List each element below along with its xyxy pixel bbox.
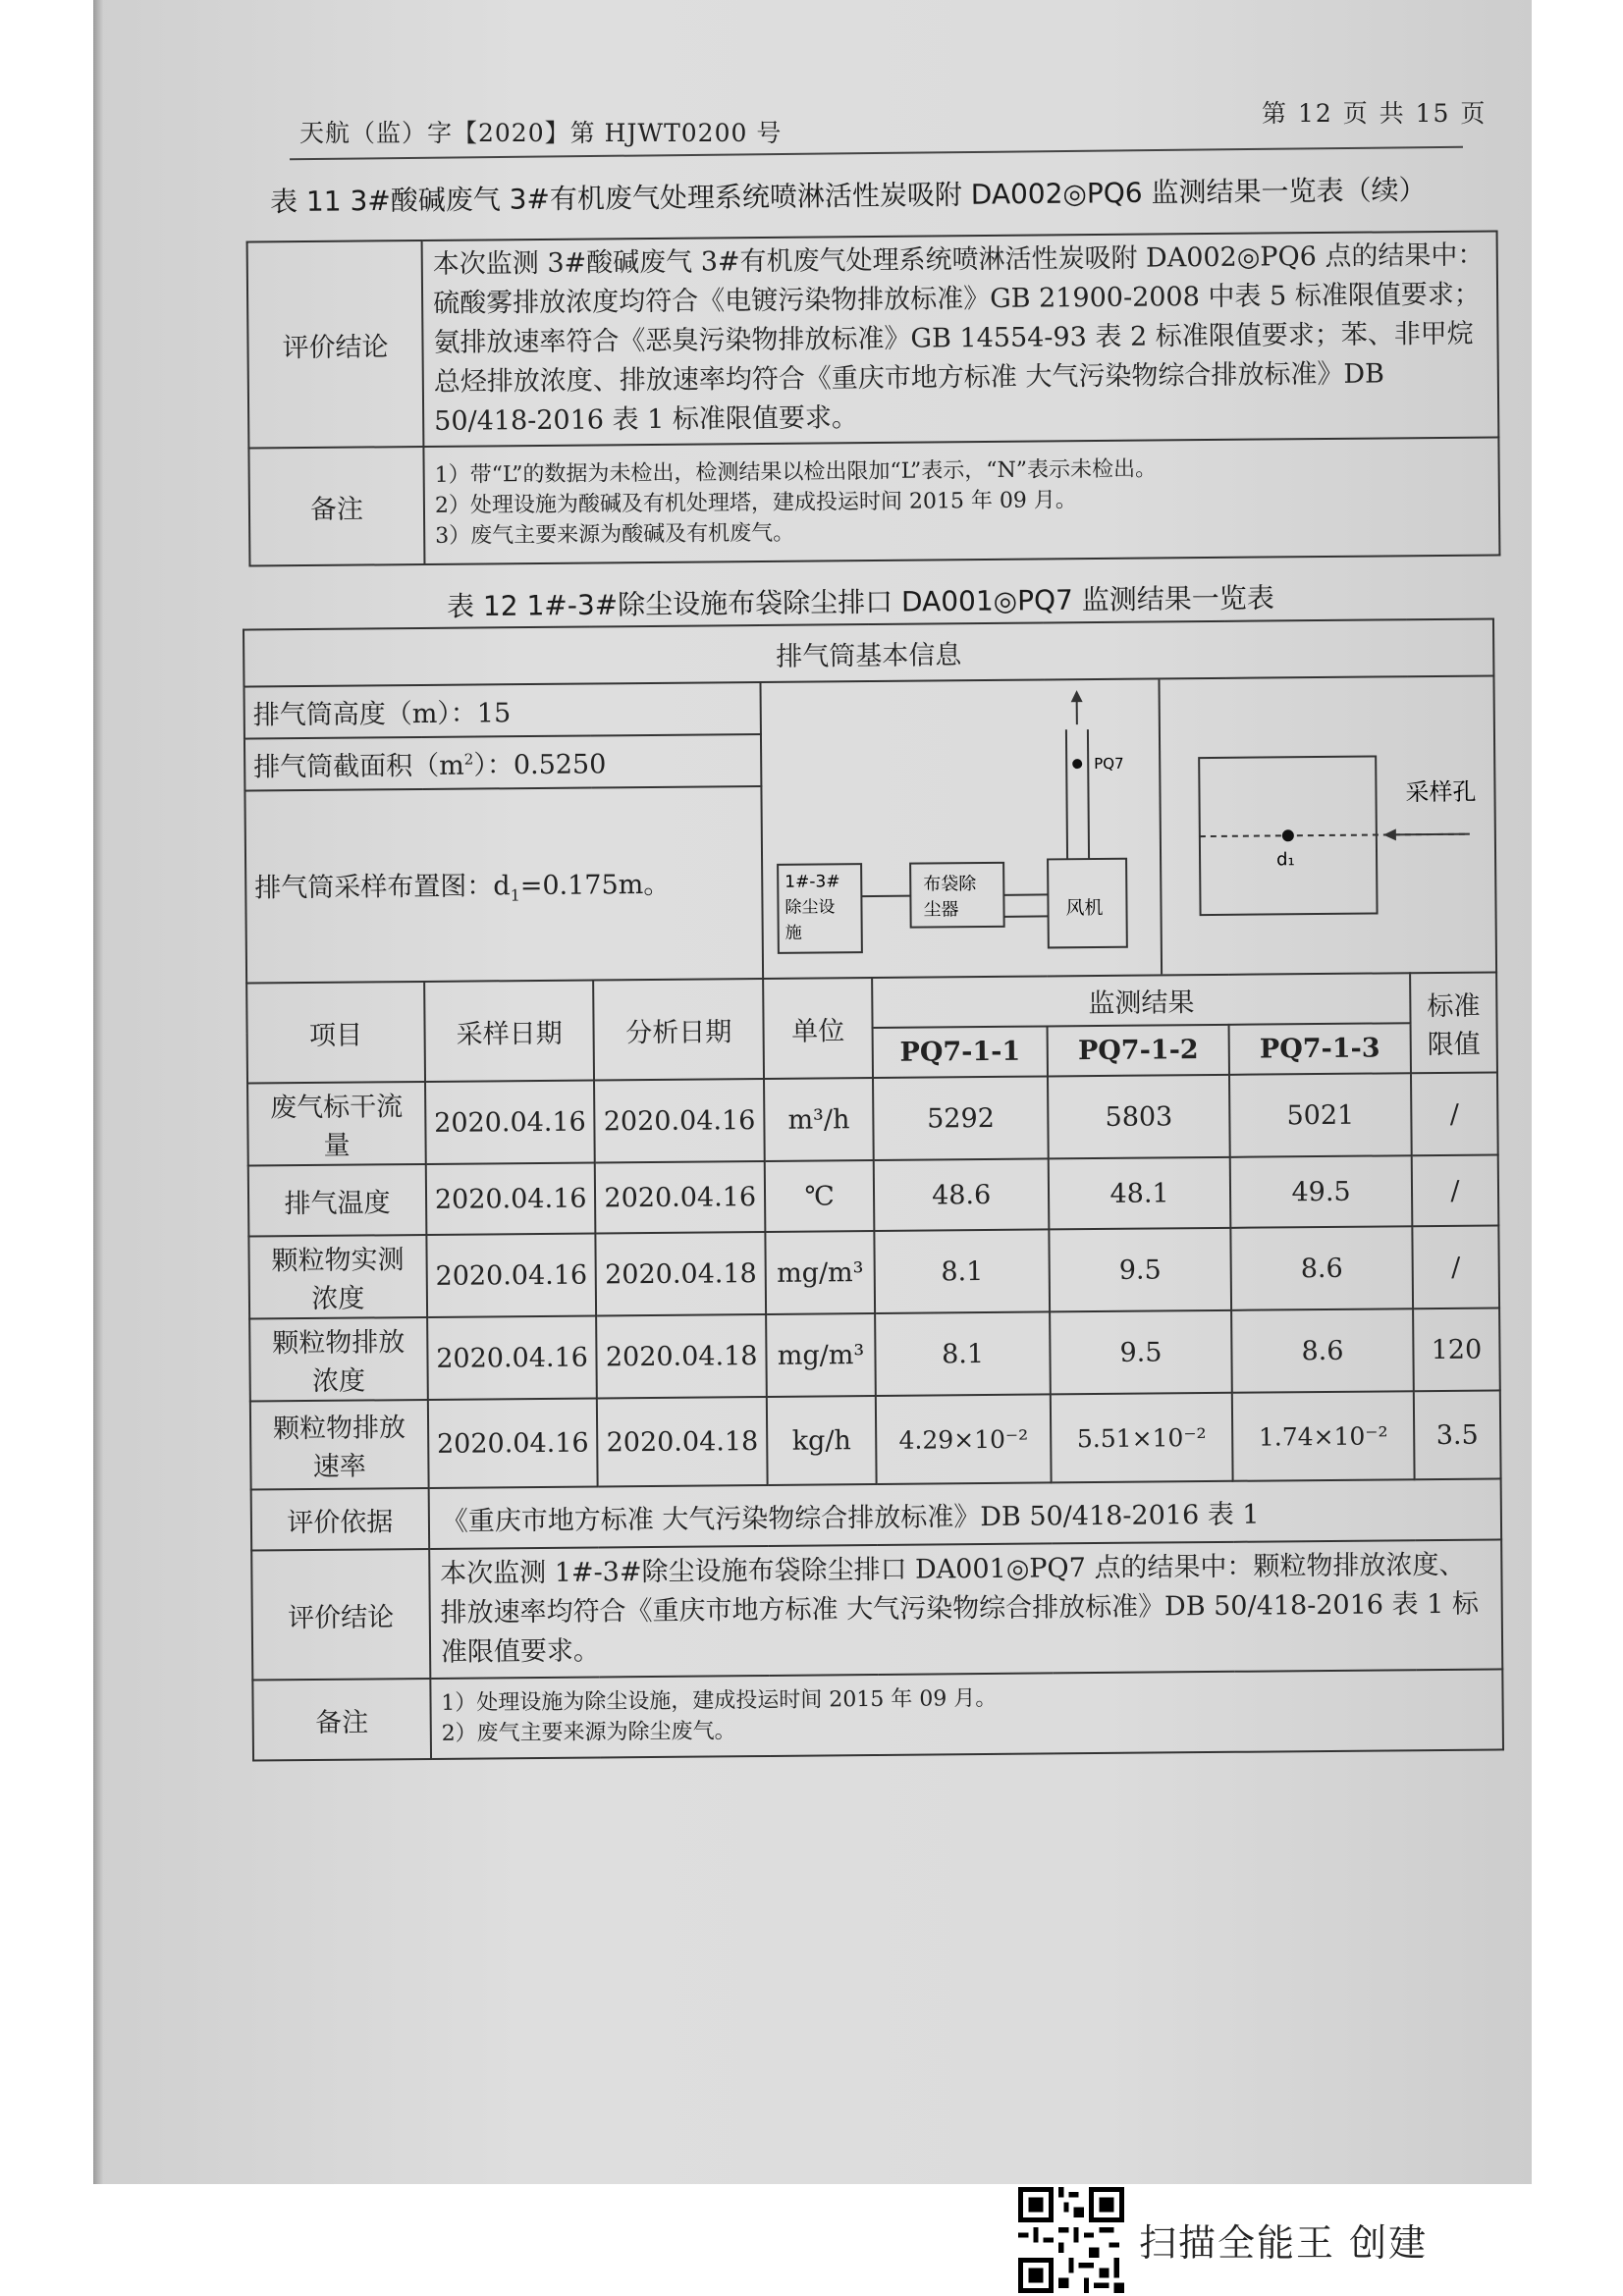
row-value: 8.1 (875, 1311, 1051, 1396)
qr-code-icon (1018, 2187, 1124, 2293)
header-sample-date: 采样日期 (424, 980, 594, 1082)
row-item: 颗粒物实测浓度 (248, 1235, 427, 1319)
row-unit: m³/h (764, 1078, 874, 1161)
header-analysis-date: 分析日期 (594, 979, 764, 1081)
row-value: 9.5 (1050, 1310, 1232, 1395)
row-limit: 120 (1413, 1308, 1500, 1391)
row-value: 8.6 (1231, 1308, 1414, 1393)
row-item: 颗粒物排放浓度 (249, 1317, 428, 1402)
table11-remarks-label: 备注 (248, 447, 424, 566)
row-item: 废气标干流量 (247, 1082, 426, 1166)
stack-height: 排气筒高度（m）：15 (244, 682, 761, 739)
d1-label: d₁ (1275, 849, 1295, 871)
basis-text: 《重庆市地方标准 大气污染物综合排放标准》DB 50/418-2016 表 1 (428, 1478, 1501, 1549)
row-item: 排气温度 (248, 1164, 426, 1237)
table11 (246, 230, 1501, 566)
header-point: PQ7-1-1 (873, 1026, 1048, 1078)
header-point: PQ7-1-2 (1048, 1025, 1229, 1077)
row-value: 9.5 (1049, 1228, 1231, 1312)
row-unit: ℃ (765, 1160, 875, 1232)
row-value: 5292 (873, 1076, 1049, 1160)
remark-item: 1）处理设施为除尘设施，建成投运时间 2015 年 09 月。 (441, 1685, 998, 1716)
table12-stack-height-row (244, 675, 1494, 738)
table12 (243, 617, 1504, 1761)
row-sample-date: 2020.04.16 (427, 1315, 597, 1400)
table11-conclusion-text: 本次监测 3#酸碱废气 3#有机废气处理系统喷淋活性炭吸附 DA002◎PQ6 点的结果中：硫酸雾排放浓度均符合《电镀污染物排放标准》GB 21900-2008 中表 5 标准限值要求；氨排放速率符合《恶臭污染物排放标准》GB 14554-93 表 2 标准限值要求；苯、非甲烷总烃排放浓度、排放速率均符合《重庆市地方标准 大气污染物综合排放标准》DB 50/418-2016 表 1 标准限值要求。 (422, 231, 1499, 447)
row-limit: / (1412, 1225, 1499, 1308)
layout-prefix: 排气筒采样布置图：d (254, 871, 511, 904)
row-sample-date: 2020.04.16 (426, 1162, 596, 1235)
layout-sub: 1 (510, 885, 520, 905)
basis-label: 评价依据 (251, 1488, 429, 1551)
row-sample-date: 2020.04.16 (425, 1080, 595, 1164)
table12-remarks-row (252, 1669, 1503, 1760)
table11-conclusion-label: 评价结论 (247, 240, 424, 449)
layout-suffix: =0.175m。 (519, 870, 671, 902)
remark-item: 2）废气主要来源为除尘废气。 (441, 1719, 736, 1746)
row-unit: mg/m³ (766, 1313, 876, 1397)
row-value: 49.5 (1230, 1155, 1413, 1228)
table-row (248, 1225, 1499, 1318)
row-value: 5021 (1229, 1073, 1412, 1157)
stack-area (244, 734, 761, 791)
header-point: PQ7-1-3 (1229, 1023, 1411, 1075)
row-analysis-date: 2020.04.18 (596, 1232, 766, 1316)
header-limit: 标准限值 (1410, 972, 1497, 1073)
table11-caption: 表 11 3#酸碱废气 3#有机废气处理系统喷淋活性炭吸附 DA002◎PQ6 监测结果一览表（续） (269, 173, 1427, 219)
table-row (250, 1390, 1501, 1489)
header-unit: 单位 (763, 978, 873, 1079)
box1-line2: 除尘设 (784, 897, 836, 918)
header-results: 监测结果 (872, 973, 1410, 1028)
table-row (249, 1308, 1500, 1401)
row-value: 48.6 (874, 1158, 1050, 1231)
row-item: 颗粒物排放速率 (250, 1400, 429, 1490)
table12-conclusion-row (251, 1539, 1502, 1680)
remark-item: 3）废气主要来源为酸碱及有机废气。 (435, 520, 795, 549)
box1-line3: 施 (784, 923, 802, 943)
remarks-label: 备注 (252, 1679, 431, 1761)
remarks (430, 1669, 1503, 1759)
basic-info-title: 排气筒基本信息 (243, 618, 1493, 686)
table-row (248, 1154, 1499, 1236)
sampling-diagram (760, 675, 1496, 979)
row-limit: / (1412, 1154, 1499, 1226)
stack-area-prefix: 排气筒截面积（m (253, 750, 464, 783)
row-unit: kg/h (767, 1396, 877, 1485)
row-limit: 3.5 (1414, 1390, 1501, 1479)
stack-layout-diagram (761, 676, 1495, 977)
sampling-hole-label: 采样孔 (1405, 777, 1477, 807)
row-unit: mg/m³ (765, 1231, 875, 1314)
page-indicator: 第 12 页 共 15 页 (1262, 99, 1488, 128)
row-analysis-date: 2020.04.18 (597, 1314, 767, 1399)
row-value: 1.74×10⁻² (1232, 1391, 1415, 1481)
table12-basis-row (251, 1478, 1501, 1550)
remark-item: 2）处理设施为酸碱及有机处理塔，建成投运时间 2015 年 09 月。 (434, 487, 1077, 518)
pq7-label: PQ7 (1094, 754, 1124, 774)
table11-remarks-row (248, 437, 1499, 565)
row-limit: / (1411, 1072, 1498, 1155)
box3-label: 风机 (1065, 896, 1104, 920)
box2-line1: 布袋除 (923, 874, 977, 895)
table12-caption: 表 12 1#-3#除尘设施布袋除尘排口 DA001◎PQ7 监测结果一览表 (446, 581, 1274, 623)
row-value: 5.51×10⁻² (1051, 1393, 1233, 1483)
row-value: 48.1 (1049, 1157, 1231, 1230)
box2-line2: 尘器 (923, 899, 959, 921)
table-row (247, 1072, 1498, 1165)
box1-line1: 1#-3# (784, 872, 840, 892)
row-value: 8.1 (875, 1229, 1051, 1313)
row-analysis-date: 2020.04.16 (594, 1079, 764, 1163)
row-value: 4.29×10⁻² (876, 1394, 1052, 1484)
header-item: 项目 (246, 982, 425, 1084)
conclusion-label: 评价结论 (251, 1549, 430, 1681)
stack-area-sup: 2 (463, 750, 474, 769)
sampling-layout (244, 786, 763, 983)
stack-area-suffix: ）：0.5250 (473, 749, 607, 781)
row-sample-date: 2020.04.16 (426, 1233, 596, 1317)
scanner-brand: 扫描全能王 创建 (1139, 2221, 1429, 2265)
remark-item: 1）带“L”的数据为未检出，检测结果以检出限加“L”表示，“N”表示未检出。 (434, 455, 1158, 488)
document-number: 天航（监）字【2020】第 HJWT0200 号 (299, 119, 783, 147)
row-value: 5803 (1048, 1075, 1230, 1159)
table11-remarks (423, 437, 1499, 564)
row-analysis-date: 2020.04.16 (595, 1161, 765, 1234)
conclusion-text: 本次监测 1#-3#除尘设施布袋除尘排口 DA001◎PQ7 点的结果中：颗粒物排放浓度、排放速率均符合《重庆市地方标准 大气污染物综合排放标准》DB 50/418-2016 表 1 标准限值要求。 (429, 1539, 1502, 1679)
row-analysis-date: 2020.04.18 (597, 1397, 767, 1487)
row-sample-date: 2020.04.16 (428, 1398, 598, 1488)
table11-conclusion-row (247, 231, 1499, 448)
row-value: 8.6 (1230, 1226, 1413, 1310)
paper-edge (93, 0, 103, 2184)
